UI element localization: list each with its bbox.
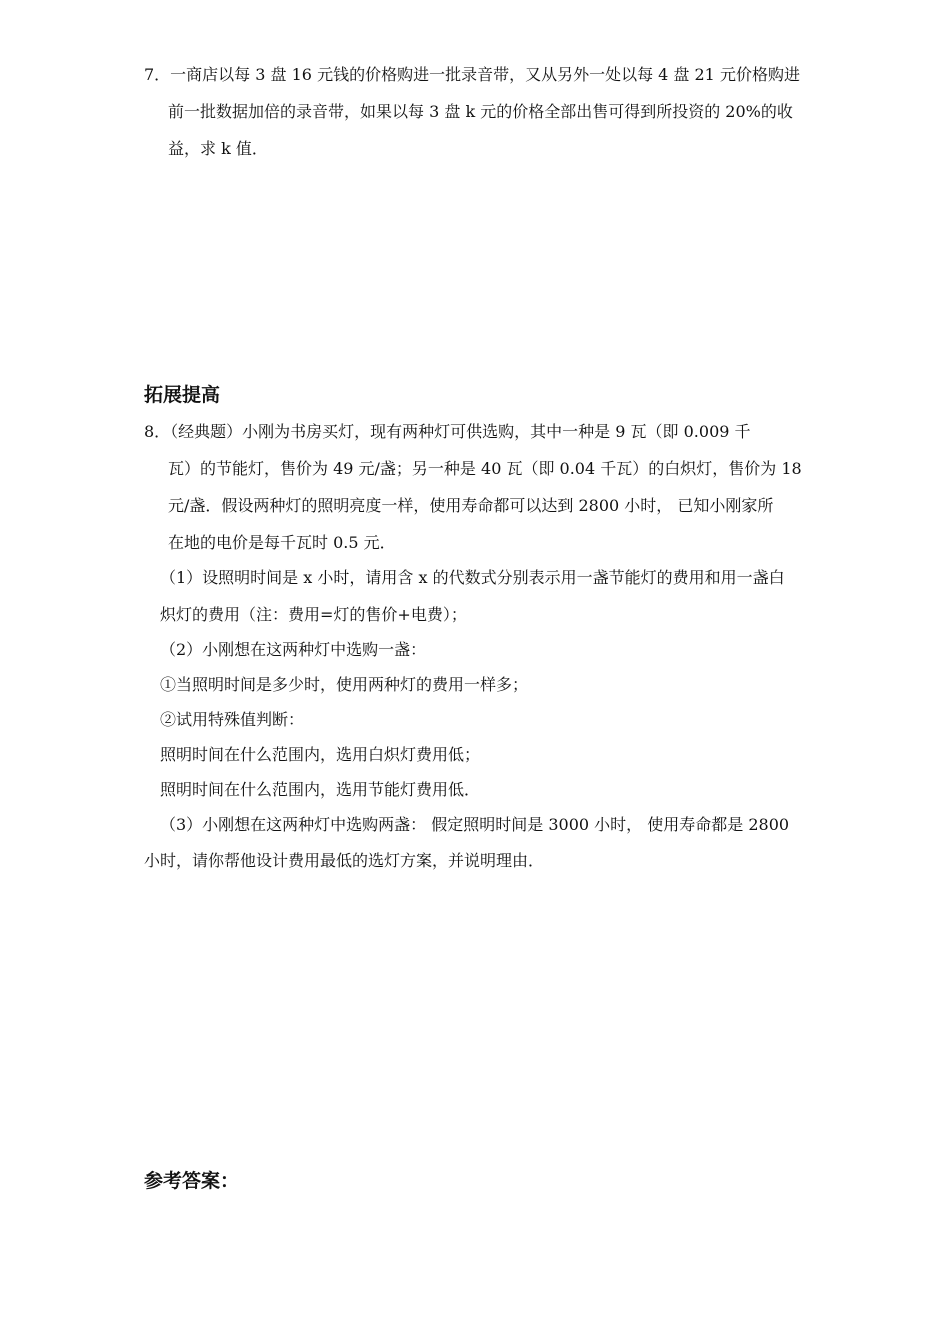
problem-8-part-2-question-2: ②试用特殊值判断： xyxy=(160,710,305,729)
problem-8-part-3-line-1: （3）小刚想在这两种灯中选购两盏： 假定照明时间是 3000 小时， 使用寿命都是 2800 xyxy=(160,815,790,834)
problem-8-line-1: 8．（经典题）小刚为书房买灯，现有两种灯可供选购，其中一种是 9 瓦（即 0.009 千 xyxy=(144,422,751,441)
problem-8-part-3-line-2: 小时，请你帮他设计费用最低的选灯方案，并说明理由． xyxy=(144,851,545,870)
problem-8-line-3: 元/盏．假设两种灯的照明亮度一样，使用寿命都可以达到 2800 小时， 已知小刚家所 xyxy=(168,496,774,515)
problem-7-line-2: 前一批数据加倍的录音带，如果以每 3 盘 k 元的价格全部出售可得到所投资的 20%的收 xyxy=(168,102,793,121)
problem-8-part-2-question-2b: 照明时间在什么范围内，选用节能灯费用低． xyxy=(160,780,481,799)
problem-8-part-1-line-1: （1）设照明时间是 x 小时，请用含 x 的代数式分别表示用一盏节能灯的费用和用一盏白 xyxy=(160,568,785,587)
problem-8-line-2: 瓦）的节能灯，售价为 49 元/盏；另一种是 40 瓦（即 0.04 千瓦）的白炽灯，售价为 18 xyxy=(168,459,802,478)
section-title-extension: 拓展提高 xyxy=(144,384,221,406)
problem-7-line-3: 益，求 k 值． xyxy=(168,139,268,158)
problem-8-part-2-question-2a: 照明时间在什么范围内，选用白炽灯费用低； xyxy=(160,745,481,764)
section-title-answers: 参考答案： xyxy=(144,1170,240,1192)
problem-8-part-2-intro: （2）小刚想在这两种灯中选购一盏： xyxy=(160,640,427,659)
problem-8-line-4: 在地的电价是每千瓦时 0.5 元． xyxy=(168,533,396,552)
problem-7-line-1: 7．一商店以每 3 盘 16 元钱的价格购进一批录音带，又从另外一处以每 4 盘 21 元价格购进 xyxy=(144,65,800,84)
problem-8-part-1-line-2: 炽灯的费用（注：费用=灯的售价+电费）； xyxy=(160,605,467,624)
problem-8-part-2-question-1: ①当照明时间是多少时，使用两种灯的费用一样多； xyxy=(160,675,529,694)
